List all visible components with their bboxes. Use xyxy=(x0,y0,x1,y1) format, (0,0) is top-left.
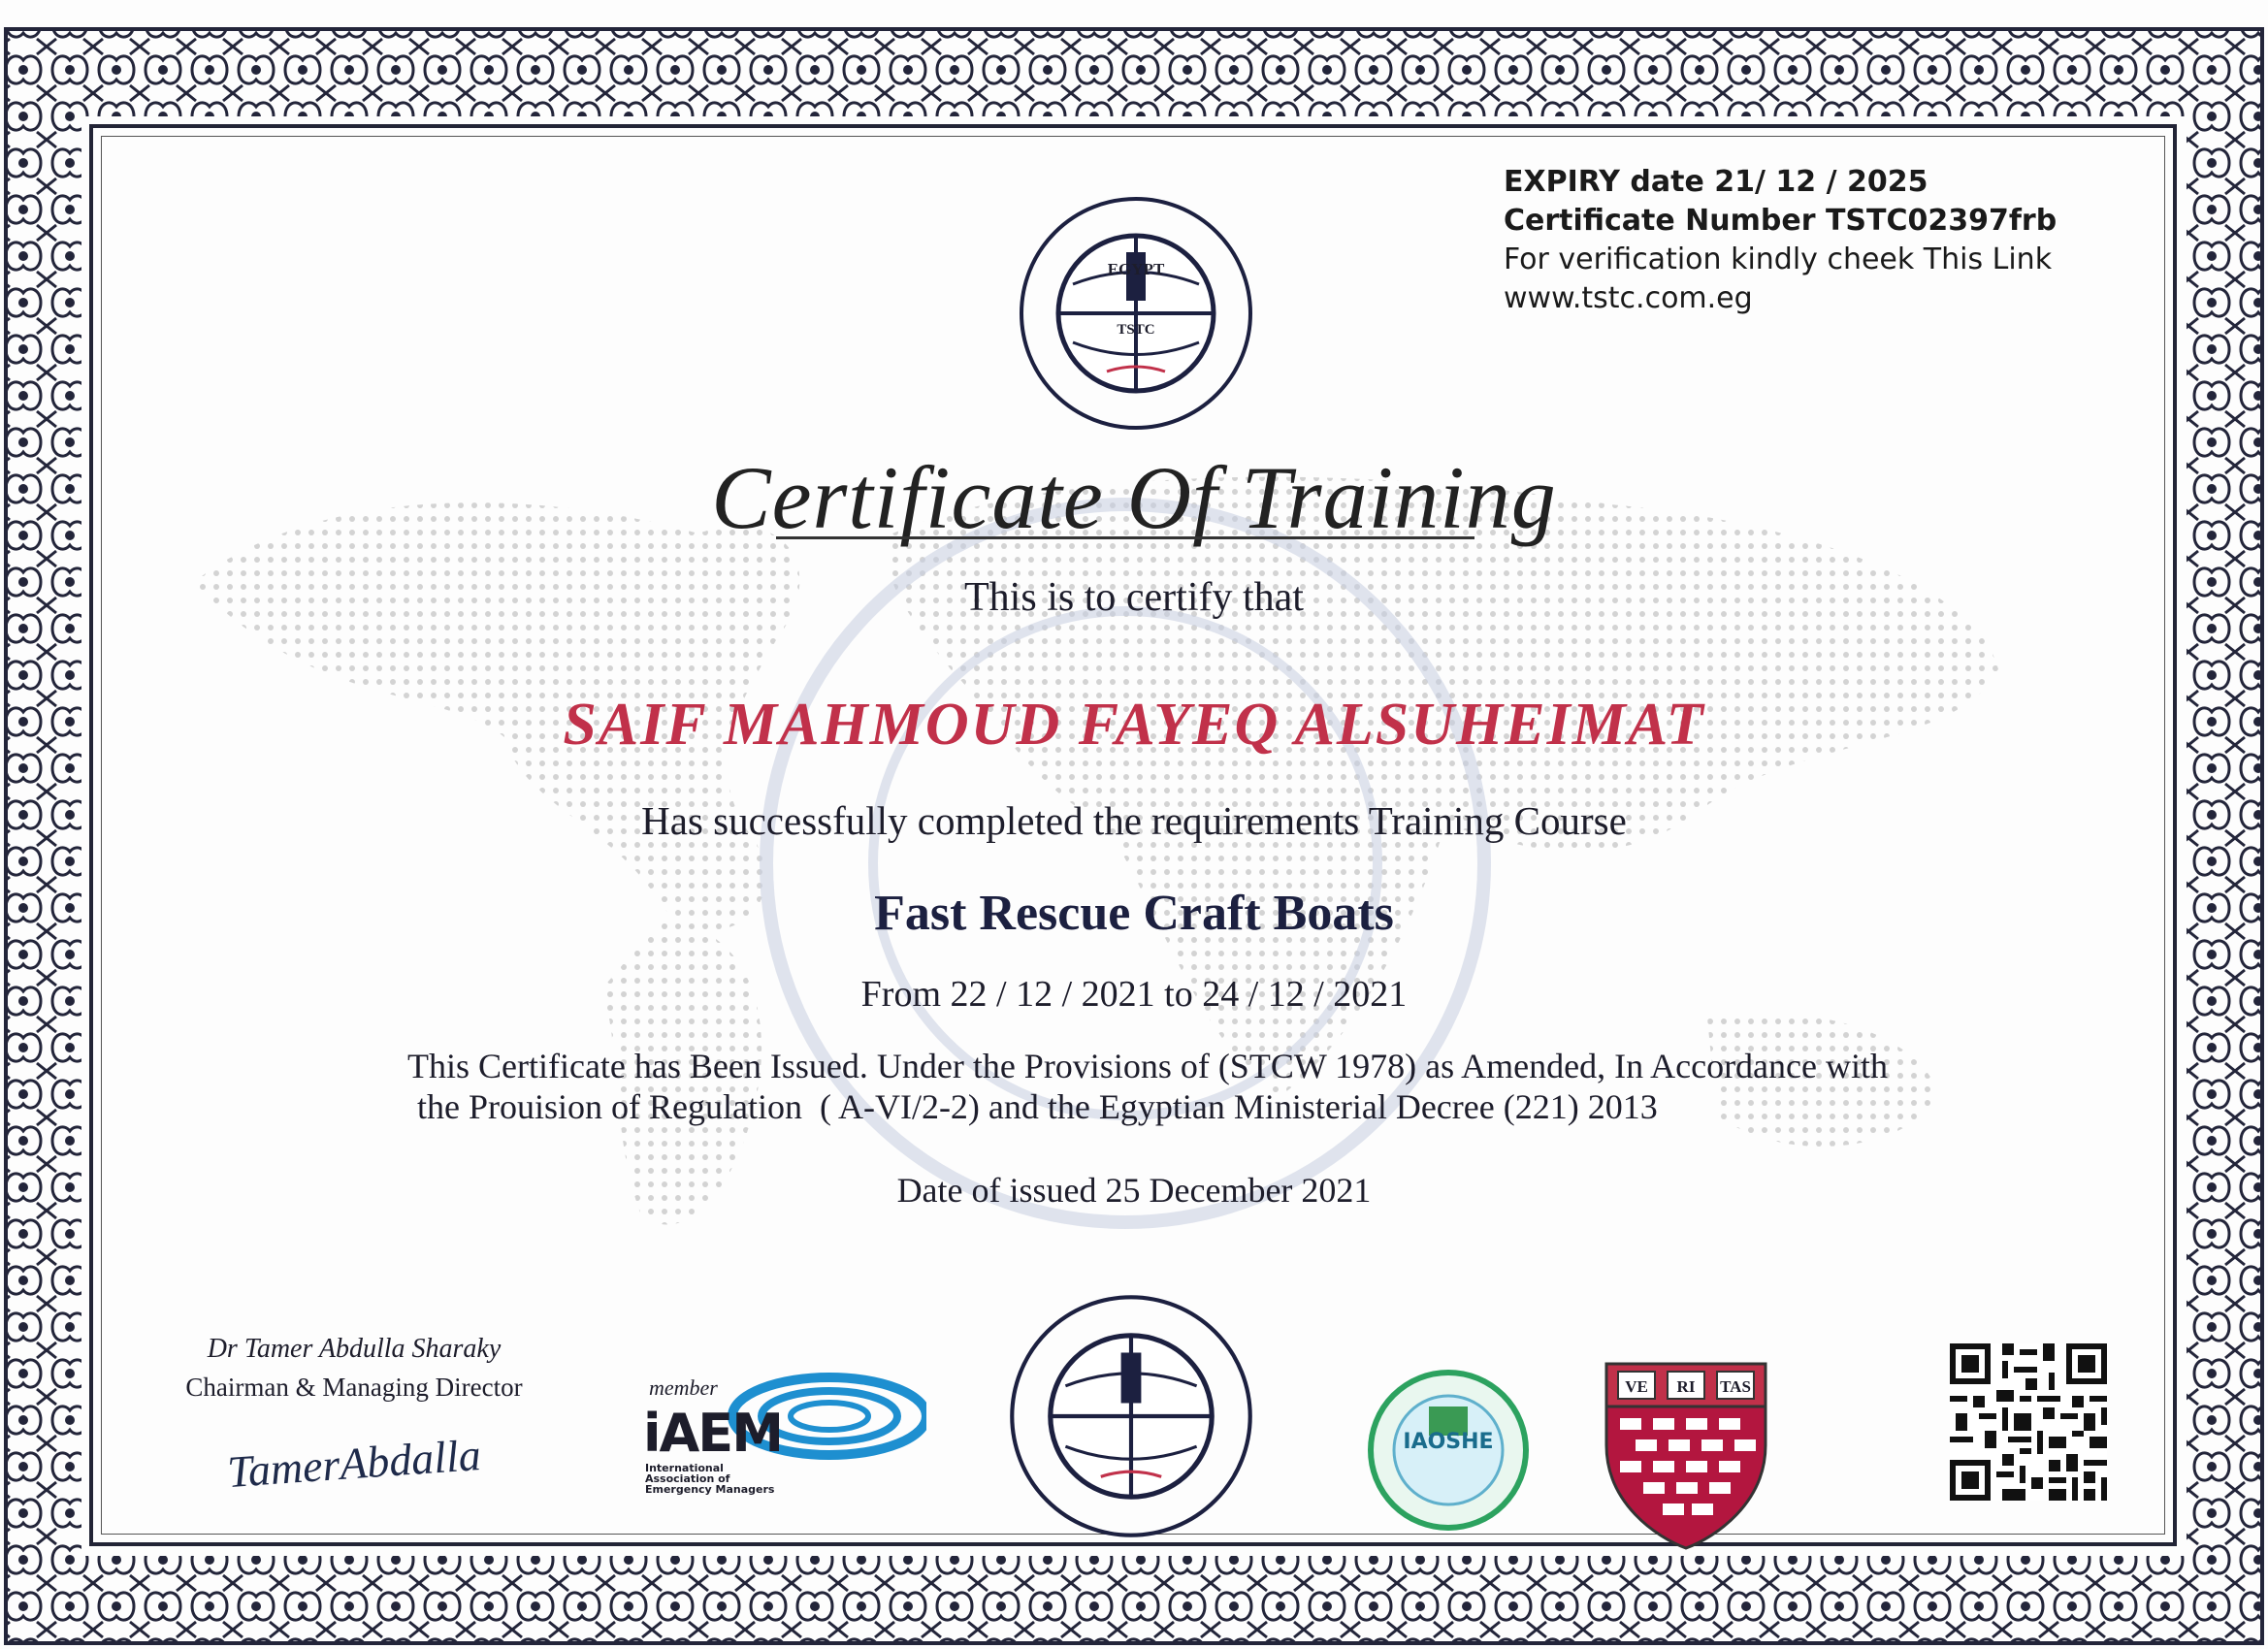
signatory-name: Dr Tamer Abdulla Sharaky xyxy=(207,1334,502,1364)
course-dates: From 22 / 12 / 2021 to 24 / 12 / 2021 xyxy=(860,974,1408,1015)
signature: TamerAbdalla xyxy=(225,1429,483,1498)
signature-block xyxy=(146,1334,563,1498)
iaem-logo xyxy=(635,1368,926,1494)
iaem-full-name xyxy=(645,1463,774,1495)
date-issued: Date of issued 25 December 2021 xyxy=(896,1171,1372,1210)
verification-note: For verification kindly cheek This Link xyxy=(1504,242,2053,276)
veritas-text-1: VE xyxy=(1625,1377,1648,1396)
iaem-member: member xyxy=(649,1375,718,1400)
course-name: Fast Rescue Craft Boats xyxy=(874,886,1394,941)
iaem-line-3: Emergency Managers xyxy=(645,1483,775,1496)
veritas-text-2: RI xyxy=(1676,1377,1696,1396)
recipient-name: SAIF MAHMOUD FAYEQ ALSUHEIMAT xyxy=(563,692,1705,758)
certificate-number: Certificate Number TSTC02397frb xyxy=(1504,204,2057,238)
iaoshe-label: IAOSHE xyxy=(1403,1430,1494,1454)
iaem-name: iAEM xyxy=(643,1403,782,1464)
completed-text: Has successfully completed the requirements Training Course xyxy=(641,798,1627,843)
logo-country: EGYPT xyxy=(1107,260,1165,278)
logo-abbr: TSTC xyxy=(1117,322,1155,338)
signatory-role: Chairman & Managing Director xyxy=(185,1373,523,1402)
provisions-text xyxy=(407,1046,1901,1127)
qr-code[interactable] xyxy=(1950,1343,2107,1501)
provisions-line-2: the Prouision of Regulation ( A-VI/2-2) and the Egyptian Ministerial Decree (221) 2013 xyxy=(417,1087,1658,1126)
expiry-date: EXPIRY date 21/ 12 / 2025 xyxy=(1504,165,1928,199)
iaem-line-2: Association of xyxy=(645,1472,730,1485)
certificate-title: Certificate Of Training xyxy=(711,448,1557,547)
provisions-line-1: This Certificate has Been Issued. Under the Provisions of (STCW 1978) as Amended, In Accordance with xyxy=(407,1047,1888,1085)
tstc-logo-bottom xyxy=(1005,1290,1257,1542)
tstc-logo-top xyxy=(1015,192,1257,435)
website-link[interactable]: www.tstc.com.eg xyxy=(1504,281,1753,315)
veritas-text-3: TAS xyxy=(1720,1377,1751,1396)
title-underline xyxy=(776,536,1474,539)
header-info xyxy=(1504,163,2057,318)
intro-text: This is to certify that xyxy=(964,575,1304,620)
iaem-line-1: International xyxy=(645,1462,724,1474)
